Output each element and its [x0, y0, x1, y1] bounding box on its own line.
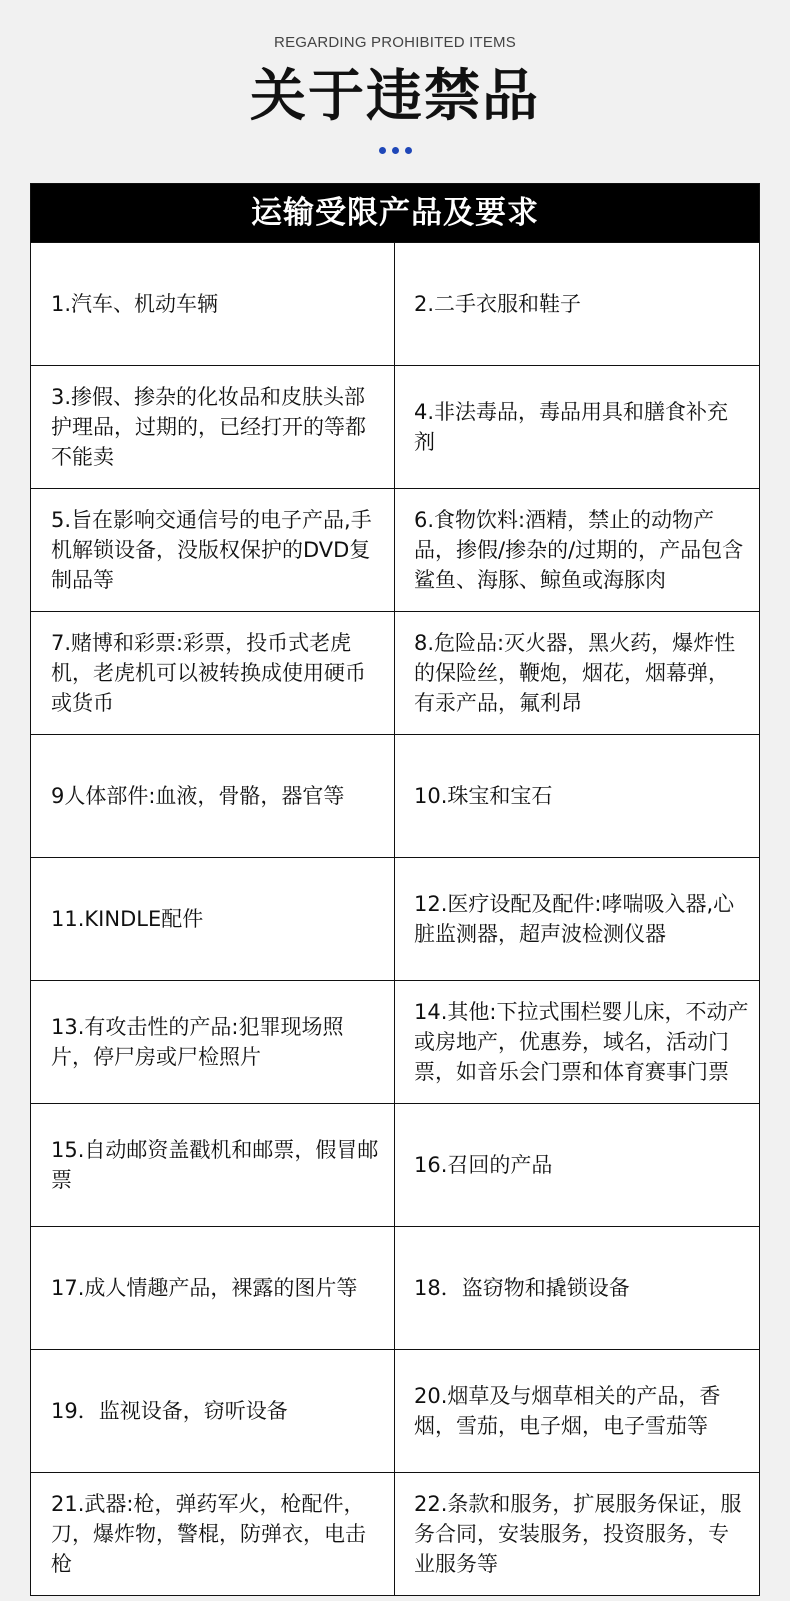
- table-cell: 15.自动邮资盖戳机和邮票，假冒邮票: [31, 1104, 395, 1226]
- table-cell: 11.KINDLE配件: [31, 858, 395, 980]
- table-row: [31, 611, 759, 734]
- table-row: [31, 1103, 759, 1226]
- table-cell: 6.食物饮料:酒精，禁止的动物产品，掺假/掺杂的/过期的，产品包含鲨鱼、海豚、鲸鱼或海豚肉: [414, 508, 744, 592]
- page-title: 关于违禁品: [250, 64, 540, 129]
- table-row: [31, 1472, 759, 1595]
- table-row: [31, 857, 759, 980]
- page-subtitle: REGARDING PROHIBITED ITEMS: [274, 34, 516, 51]
- table-heading: 运输受限产品及要求: [31, 184, 759, 242]
- table-cell: 1.汽车、机动车辆: [31, 243, 395, 365]
- table-cell: 2.二手衣服和鞋子: [414, 292, 582, 316]
- table-cell: 13.有攻击性的产品:犯罪现场照片，停尸房或尸检照片: [31, 981, 395, 1103]
- table-row: [31, 365, 759, 488]
- table-row: [31, 1349, 759, 1472]
- table-cell: 17.成人情趣产品，裸露的图片等: [31, 1227, 395, 1349]
- table-row: [31, 980, 759, 1103]
- table-cell: 18．盗窃物和撬锁设备: [414, 1276, 630, 1300]
- dot-icon: [392, 147, 399, 154]
- table-row: [31, 488, 759, 611]
- table-cell: 16.召回的产品: [414, 1153, 553, 1177]
- table-cell: 5.旨在影响交通信号的电子产品,手机解锁设备，没版权保护的DVD复制品等: [31, 489, 395, 611]
- table-cell: 8.危险品:灭火器，黑火药，爆炸性的保险丝，鞭炮，烟花，烟幕弹，有汞产品，氟利昂: [414, 631, 736, 715]
- prohibited-items-table: [30, 183, 760, 1596]
- table-row: [31, 242, 759, 365]
- table-cell: 21.武器:枪，弹药军火，枪配件，刀，爆炸物，警棍，防弹衣，电击枪: [31, 1473, 395, 1595]
- table-cell: 14.其他:下拉式围栏婴儿床，不动产或房地产，优惠券，域名，活动门票，如音乐会门票和体育赛事门票: [414, 1000, 749, 1084]
- dot-icon: [405, 147, 412, 154]
- dot-icon: [379, 147, 386, 154]
- table-cell: 3.掺假、掺杂的化妆品和皮肤头部护理品，过期的，已经打开的等都不能卖: [31, 366, 395, 488]
- table-cell: 4.非法毒品，毒品用具和膳食补充剂: [414, 400, 729, 454]
- table-cell: 19．监视设备，窃听设备: [31, 1350, 395, 1472]
- table-cell: 9人体部件:血液，骨骼，器官等: [31, 735, 395, 857]
- table-cell: 12.医疗设配及配件:哮喘吸入器,心脏监测器，超声波检测仪器: [414, 892, 735, 946]
- table-cell: 20.烟草及与烟草相关的产品，香烟，雪茄，电子烟，电子雪茄等: [414, 1384, 721, 1438]
- table-row: [31, 1226, 759, 1349]
- table-row: [31, 734, 759, 857]
- table-cell: 22.条款和服务，扩展服务保证，服务合同，安装服务，投资服务，专业服务等: [414, 1492, 742, 1576]
- table-cell: 10.珠宝和宝石: [414, 784, 553, 808]
- table-cell: 7.赌博和彩票:彩票，投币式老虎机，老虎机可以被转换成使用硬币或货币: [31, 612, 395, 734]
- decorative-dots: [0, 144, 790, 154]
